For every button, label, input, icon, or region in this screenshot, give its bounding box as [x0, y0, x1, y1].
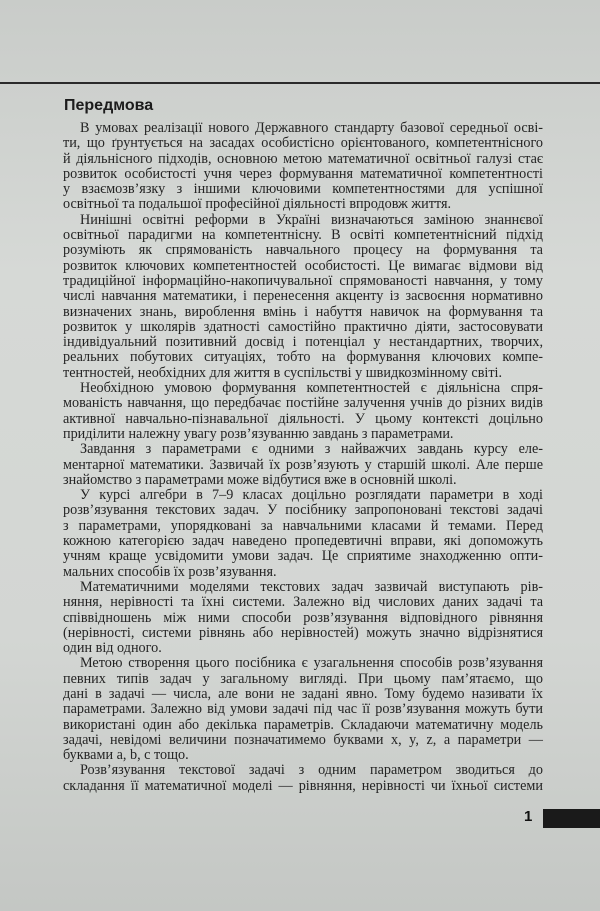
paragraph-line: мальних способів їх розв’язування.: [63, 563, 277, 580]
paragraph-line: задачі, невідомі величини позначатимемо буквами x, y, z, а параметри —: [63, 731, 543, 748]
page-heading: Передмова: [64, 97, 154, 114]
paragraph-line: Необхідною умовою формування компетентностей є діяльнісна спря-: [80, 380, 543, 397]
paragraph-line: ментарної математики. Зазвичай їх розв’язують у старшій школі. Але перше: [63, 456, 543, 473]
paragraph-line: Математичними моделями текстових задач зазвичай виступають рів-: [80, 578, 543, 595]
paragraph-line: приділити належну увагу розв’язуванню завдань з параметрами.: [63, 425, 454, 442]
paragraph-line: розвиток особистості учня через формування математичної компетентності: [63, 165, 543, 182]
page-number: 1: [524, 808, 533, 825]
paragraph-line: розв’язування текстових задач. У посібнику запропоновані текстові задачі: [63, 502, 543, 519]
paragraph-line: складання її математичної моделі — рівняння, нерівності чи їхньої системи: [63, 777, 543, 794]
paragraph-line: традиційної інформаційно-накопичувальної спрямованості навчання, у тому: [63, 272, 543, 289]
paragraph-line: знайомство з параметрами може відбутися вже в основній школі.: [63, 471, 457, 488]
paragraph-line: освітньої парадигми на компетентнісну. В освіті компетентнісний підхід: [63, 227, 543, 244]
paragraph-line: певних типів задач у загальному вигляді. При цьому пам’ятаємо, що: [63, 670, 543, 687]
paragraph-line: Розв’язування текстової задачі з одним параметром зводиться до: [80, 762, 543, 779]
paragraph-line: розуміють як спрямованість навчального процесу на формування та: [63, 242, 543, 259]
paragraph-line: числі навчання математики, і перенесення акценту із засвоєння нормативно: [63, 288, 543, 305]
paragraph-line: один від одного.: [63, 640, 162, 657]
paragraph-line: буквами a, b, c тощо.: [63, 747, 189, 764]
paragraph-line: мованість навчання, що передбачає постійне залучення учнів до різних видів: [63, 395, 543, 412]
paragraph-line: Завдання з параметрами є одними з найважчих завдань курсу еле-: [80, 441, 543, 458]
paragraph-line: активної навчально-пізнавальної діяльності. У цьому контексті доцільно: [63, 410, 543, 427]
paragraph-line: ти, що ґрунтується на засадах особистісно орієнтованого, компетентнісного: [63, 135, 543, 152]
paragraph-line: (нерівності, системи рівнянь або нерівностей) можуть значно відрізнятися: [63, 624, 543, 641]
paragraph-line: співвідношень між ними способи розв’язування відповідного рівняння: [63, 609, 543, 626]
paragraph-line: У курсі алгебри в 7–9 класах доцільно розглядати параметри в ході: [80, 487, 543, 504]
paragraph-line: використані один або декілька параметрів. Складаючи математичну модель: [63, 716, 543, 733]
paragraph-line: Нинішні освітні реформи в Україні визначаються заміною знаннєвої: [80, 211, 543, 228]
paragraph-line: у взаємозв’язку з іншими ключовими компетентностями для успішної: [63, 181, 543, 198]
paragraph-line: визначених знань, вироблення вмінь і набуття навичок на формування та: [63, 303, 543, 320]
paragraph-line: індивідуальний позитивний досвід і потенціал у нестандартних, творчих,: [63, 334, 543, 351]
header-rule: [0, 82, 600, 84]
paragraph-line: реальних побутових ситуаціях, тобто на формування ключових компе-: [63, 349, 543, 366]
paragraph-line: освітньої та подальшої професійної діяльності впродовж життя.: [63, 196, 452, 213]
paragraph-line: Метою створення цього посібника є узагальнення способів розв’язування: [80, 655, 543, 672]
paragraph-line: няння, нерівності та їхні системи. Залежно від числових даних задачі та: [63, 594, 543, 611]
page-edge-tab: [543, 809, 600, 828]
paragraph-line: з параметрами, упорядковані за навчальними класами й темами. Перед: [63, 517, 543, 534]
body-text: [63, 121, 543, 794]
paragraph-line: В умовах реалізації нового Державного стандарту базової середньої осві-: [80, 120, 543, 136]
paragraph-line: й діяльнісного підходів, основною метою математичної освітньої галузі стає: [63, 150, 543, 167]
paragraph-line: тентностей, необхідних для життя в суспільстві у швидкозмінному світі.: [63, 364, 503, 381]
paragraph-line: кожною категорією задач наведено пропедевтичні вправи, які допоможуть: [63, 533, 543, 550]
paragraph-line: учням краще усвідомити умови задач. Це сприятиме знаходженню опти-: [63, 548, 543, 565]
paragraph-line: розвиток ключових компетентностей особистості. Це вимагає відмови від: [63, 257, 543, 274]
paragraph-line: дані в задачі — числа, але вони не задані явно. Тому будемо називати їх: [63, 685, 543, 702]
paragraph-line: розвиток у школярів здатності самостійно практично діяти, застосовувати: [63, 318, 543, 335]
paragraph-line: параметрами. Залежно від умови задачі під час її розв’язування можуть бути: [63, 701, 543, 718]
